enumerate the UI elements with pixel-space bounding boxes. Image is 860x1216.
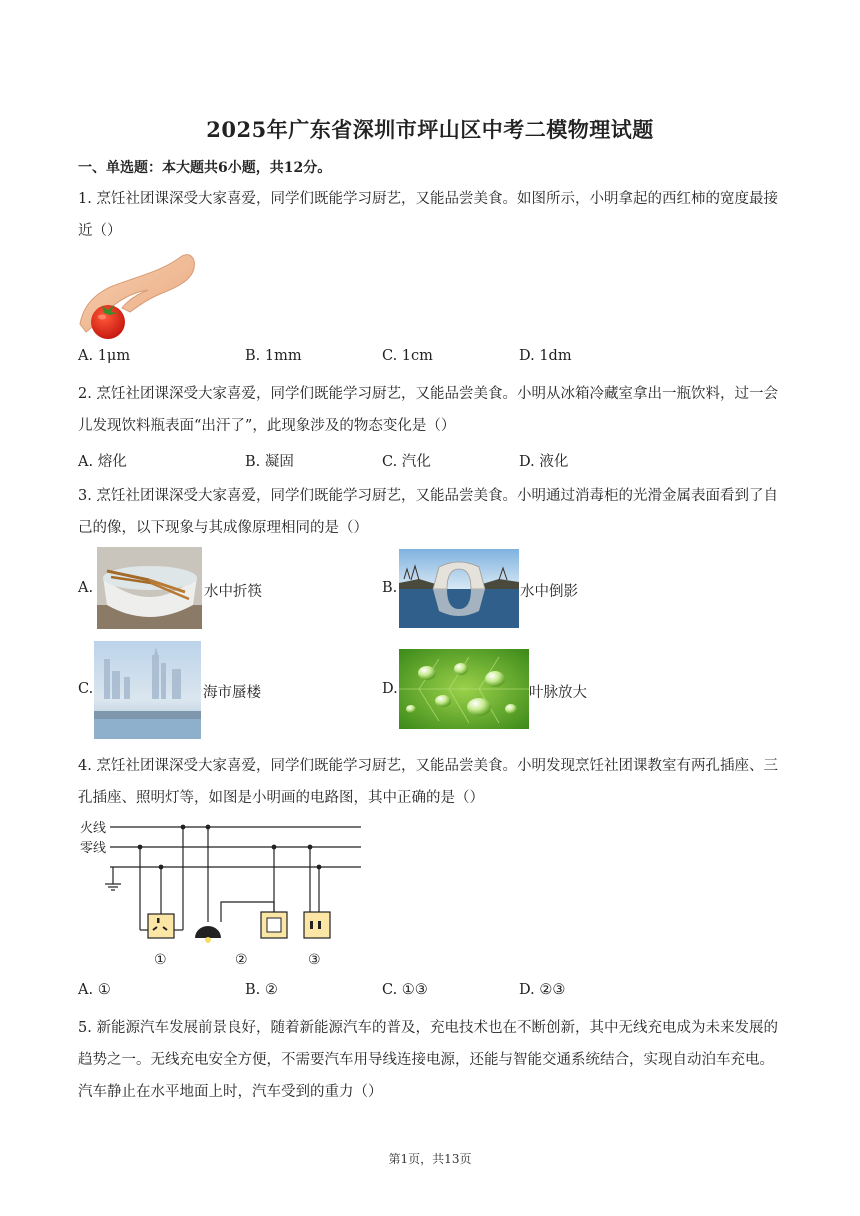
question-2-option-d: D. 液化 — [519, 454, 569, 470]
question-5-text: 5. 新能源汽车发展前景良好，随着新能源汽车的普及，充电技术也在不断创新，其中无线充电成为未来发展的趋势之一。无线充电安全方便，不需要汽车用导线连接电源，还能与智能交通系统结合，实现自动泊车充电。汽车静止在水平地面上时，汽车受到的重力（） — [78, 1020, 778, 1100]
question-1-option-b: B. 1mm — [245, 348, 302, 364]
question-4-option-d: D. ②③ — [519, 982, 566, 998]
question-2-option-c: C. 汽化 — [382, 454, 431, 470]
chopsticks-in-water-image — [97, 547, 202, 629]
question-3-option-a-letter: A. — [78, 580, 94, 596]
question-3-option-c-caption: 海市蜃楼 — [203, 685, 261, 701]
question-3-option-b-letter: B. — [382, 580, 398, 596]
circuit-label-1: ① — [154, 952, 167, 968]
leaf-droplets-image — [399, 649, 529, 729]
live-wire-label: 火线 — [80, 821, 107, 836]
bridge-reflection-image — [399, 549, 519, 628]
question-4-option-a: A. ① — [78, 982, 111, 998]
question-1-text: 1. 烹饪社团课深受大家喜爱，同学们既能学习厨艺，又能品尝美食。如图所示，小明拿起的西红柿的宽度最接近（） — [78, 191, 778, 239]
question-3-option-c-letter: C. — [78, 681, 94, 697]
section-heading: 一、单选题：本大题共6小题，共12分。 — [78, 160, 332, 176]
tomato-hand-image — [78, 250, 198, 342]
question-3-option-b-caption: 水中倒影 — [520, 584, 578, 600]
circuit-label-3: ③ — [308, 952, 321, 968]
neutral-wire-label: 零线 — [80, 841, 107, 856]
question-3-option-d-letter: D. — [382, 681, 398, 697]
question-2-option-a: A. 熔化 — [78, 454, 127, 470]
mirage-image — [94, 641, 201, 739]
page-footer: 第1页，共13页 — [388, 1152, 472, 1166]
question-4-option-c: C. ①③ — [382, 982, 428, 998]
question-3-text: 3. 烹饪社团课深受大家喜爱，同学们既能学习厨艺，又能品尝美食。小明通过消毒柜的光滑金属表面看到了自己的像，以下现象与其成像原理相同的是（） — [78, 488, 778, 536]
question-2-option-b: B. 凝固 — [245, 454, 294, 470]
circuit-label-2: ② — [235, 952, 248, 968]
circuit-diagram — [78, 812, 368, 974]
question-4-text: 4. 烹饪社团课深受大家喜爱，同学们既能学习厨艺，又能品尝美食。小明发现烹饪社团课教室有两孔插座、三孔插座、照明灯等，如图是小明画的电路图，其中正确的是（） — [78, 758, 778, 806]
question-3-option-a-caption: 水中折筷 — [204, 584, 262, 600]
question-1-option-c: C. 1cm — [382, 348, 433, 364]
question-4-option-b: B. ② — [245, 982, 278, 998]
page-title: 2025年广东省深圳市坪山区中考二模物理试题 — [206, 117, 654, 142]
question-2-text: 2. 烹饪社团课深受大家喜爱，同学们既能学习厨艺，又能品尝美食。小明从冰箱冷藏室拿出一瓶饮料，过一会儿发现饮料瓶表面“出汗了”，此现象涉及的物态变化是（） — [78, 386, 778, 434]
question-1-option-d: D. 1dm — [519, 348, 572, 364]
question-1-option-a: A. 1μm — [78, 348, 131, 364]
question-3-option-d-caption: 叶脉放大 — [529, 685, 587, 701]
